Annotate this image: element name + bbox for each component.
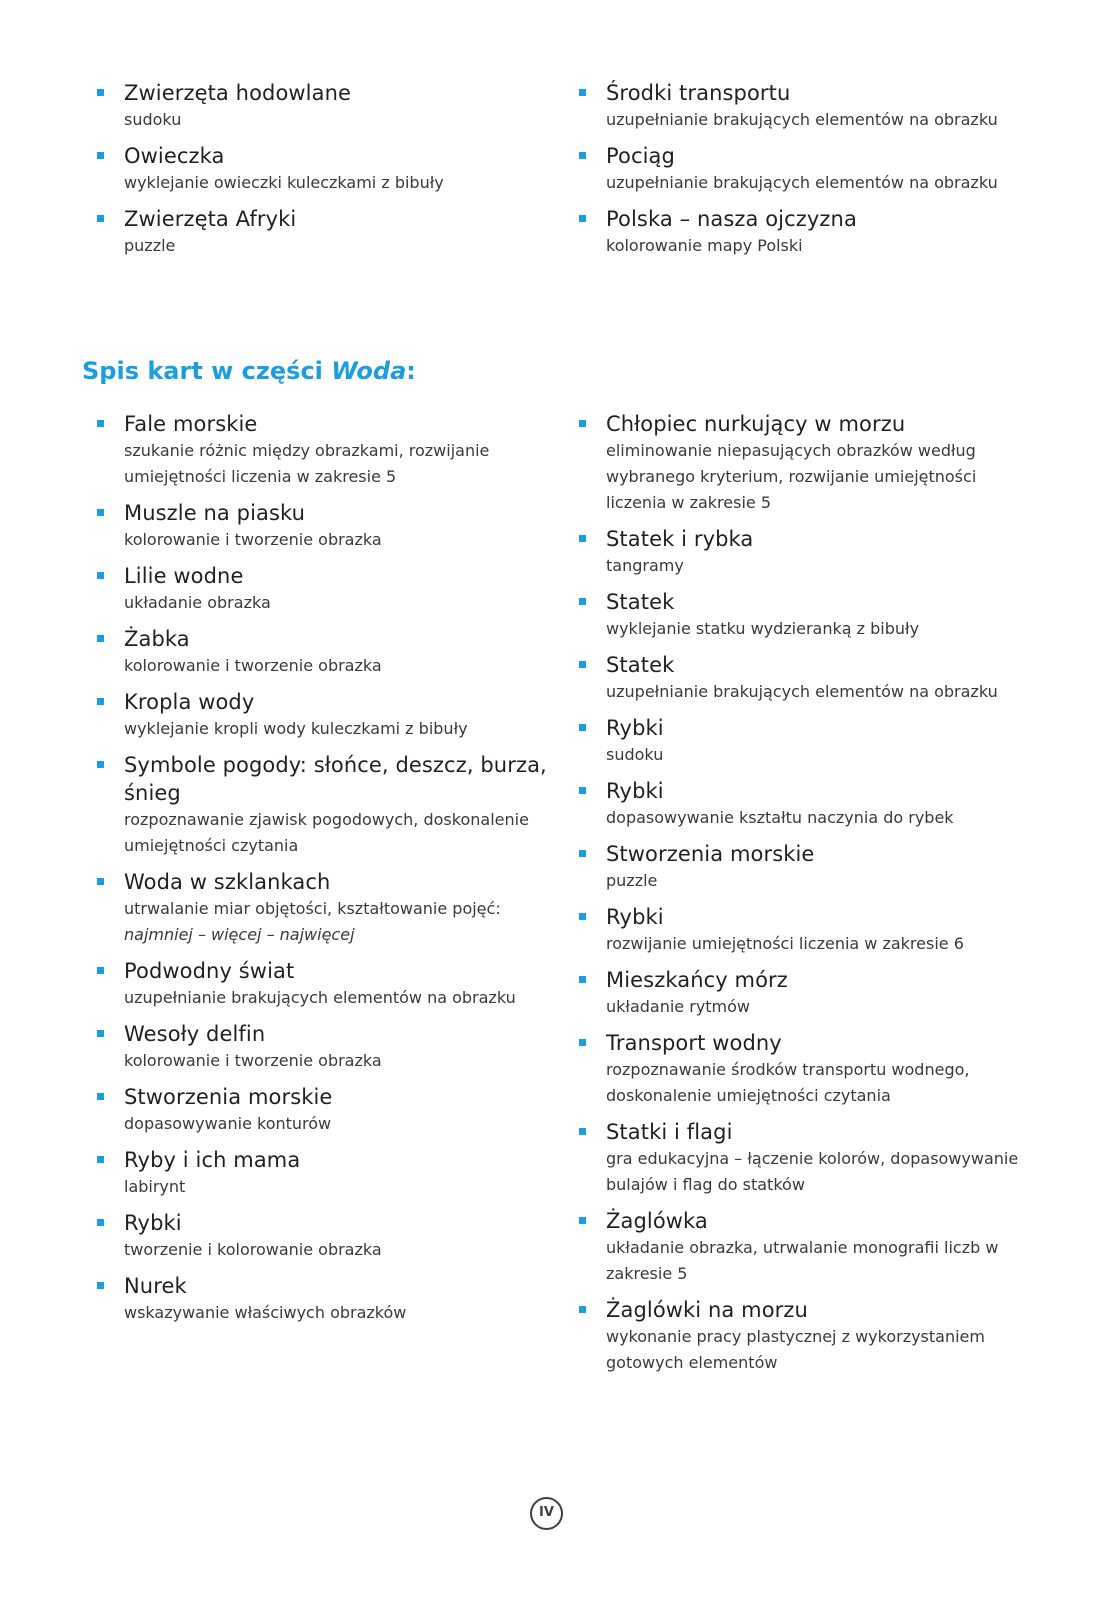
bullet-square-icon xyxy=(97,1219,104,1226)
list-item xyxy=(97,957,547,1011)
item-description: puzzle xyxy=(124,236,176,255)
item-title: Podwodny świat xyxy=(124,959,295,983)
item-title: Fale morskie xyxy=(124,412,258,436)
item-description: dopasowywanie kształtu naczynia do rybek xyxy=(606,808,954,827)
item-title: Woda w szklankach xyxy=(124,870,331,894)
item-title: Żaglówki na morzu xyxy=(606,1298,808,1322)
item-description: wskazywanie właściwych obrazków xyxy=(124,1303,407,1322)
item-description: układanie obrazka xyxy=(124,593,271,612)
list-item xyxy=(579,142,1024,196)
bullet-square-icon xyxy=(97,1282,104,1289)
item-title: Żaglówka xyxy=(606,1209,708,1233)
list-item xyxy=(97,79,547,133)
bullet-square-icon xyxy=(579,661,586,668)
bullet-square-icon xyxy=(579,976,586,983)
item-description: puzzle xyxy=(606,871,658,890)
item-description: uzupełnianie brakujących elementów na obrazku xyxy=(124,988,516,1007)
bullet-square-icon xyxy=(97,420,104,427)
item-title: Pociąg xyxy=(606,144,675,168)
water-right-list xyxy=(579,410,1024,1385)
item-title: Rybki xyxy=(606,905,664,929)
item-description: wyklejanie kropli wody kuleczkami z bibuły xyxy=(124,719,468,738)
item-title: Transport wodny xyxy=(606,1031,782,1055)
bullet-square-icon xyxy=(97,572,104,579)
list-item xyxy=(579,966,1024,1020)
item-description: układanie obrazka, utrwalanie monografii liczb w zakresie 5 xyxy=(606,1238,999,1283)
list-item xyxy=(579,903,1024,957)
item-title: Lilie wodne xyxy=(124,564,244,588)
item-title: Ryby i ich mama xyxy=(124,1148,301,1172)
item-description: tangramy xyxy=(606,556,684,575)
list-item xyxy=(579,588,1024,642)
list-item xyxy=(579,777,1024,831)
item-description-italic: najmniej – więcej – najwięcej xyxy=(124,925,355,944)
bullet-square-icon xyxy=(579,420,586,427)
bullet-square-icon xyxy=(579,152,586,159)
item-description: dopasowywanie konturów xyxy=(124,1114,332,1133)
bullet-square-icon xyxy=(97,1156,104,1163)
list-item xyxy=(579,1207,1024,1287)
list-item xyxy=(579,1118,1024,1198)
list-item xyxy=(579,1296,1024,1376)
item-description: tworzenie i kolorowanie obrazka xyxy=(124,1240,382,1259)
list-item xyxy=(97,1146,547,1200)
water-left-list xyxy=(97,410,547,1335)
bullet-square-icon xyxy=(97,967,104,974)
item-title: Stworzenia morskie xyxy=(606,842,815,866)
item-title: Rybki xyxy=(606,779,664,803)
bullet-square-icon xyxy=(579,724,586,731)
bullet-square-icon xyxy=(579,787,586,794)
section-heading-italic: Woda xyxy=(331,357,407,385)
bullet-square-icon xyxy=(579,215,586,222)
item-description: gra edukacyjna – łączenie kolorów, dopasowywanie bulajów i flag do statków xyxy=(606,1149,1019,1194)
list-item xyxy=(579,410,1024,516)
bullet-square-icon xyxy=(97,152,104,159)
bullet-square-icon xyxy=(579,1128,586,1135)
item-title: Statek xyxy=(606,590,675,614)
bullet-square-icon xyxy=(97,1030,104,1037)
bullet-square-icon xyxy=(97,878,104,885)
section-heading-suffix: : xyxy=(406,357,416,385)
item-description: wykonanie pracy plastycznej z wykorzystaniem gotowych elementów xyxy=(606,1327,985,1372)
list-item xyxy=(97,562,547,616)
item-description: kolorowanie i tworzenie obrazka xyxy=(124,1051,382,1070)
list-item xyxy=(579,840,1024,894)
list-item xyxy=(97,868,547,948)
bullet-square-icon xyxy=(97,89,104,96)
section-heading xyxy=(82,354,416,388)
item-title: Muszle na piasku xyxy=(124,501,306,525)
list-item xyxy=(579,1029,1024,1109)
bullet-square-icon xyxy=(97,215,104,222)
item-title: Stworzenia morskie xyxy=(124,1085,333,1109)
list-item xyxy=(97,1083,547,1137)
list-item xyxy=(97,205,547,259)
item-description: sudoku xyxy=(124,110,182,129)
item-description: uzupełnianie brakujących elementów na obrazku xyxy=(606,173,998,192)
list-item xyxy=(579,79,1024,133)
list-item xyxy=(97,410,547,490)
item-description: utrwalanie miar objętości, kształtowanie pojęć: xyxy=(124,899,501,918)
item-description: wyklejanie statku wydzieranką z bibuły xyxy=(606,619,920,638)
item-title: Żabka xyxy=(124,627,190,651)
bullet-square-icon xyxy=(97,698,104,705)
list-item xyxy=(579,205,1024,259)
list-item xyxy=(97,625,547,679)
list-item xyxy=(97,1272,547,1326)
bullet-square-icon xyxy=(97,761,104,768)
item-title: Statki i flagi xyxy=(606,1120,733,1144)
item-title: Wesoły delfin xyxy=(124,1022,266,1046)
bullet-square-icon xyxy=(579,598,586,605)
bullet-square-icon xyxy=(97,1093,104,1100)
item-title: Chłopiec nurkujący w morzu xyxy=(606,412,906,436)
item-description: eliminowanie niepasujących obrazków według wybranego kryterium, rozwijanie umiejętności liczenia w zakresie 5 xyxy=(606,441,977,512)
item-title: Owieczka xyxy=(124,144,225,168)
item-description: szukanie różnic między obrazkami, rozwijanie umiejętności liczenia w zakresie 5 xyxy=(124,441,490,486)
item-title: Mieszkańcy mórz xyxy=(606,968,788,992)
list-item xyxy=(97,751,547,859)
item-title: Nurek xyxy=(124,1274,187,1298)
item-title: Statek xyxy=(606,653,675,677)
bullet-square-icon xyxy=(97,509,104,516)
list-item xyxy=(97,1020,547,1074)
item-title: Rybki xyxy=(606,716,664,740)
list-item xyxy=(579,525,1024,579)
bullet-square-icon xyxy=(579,89,586,96)
page-number: IV xyxy=(530,1497,563,1530)
item-description: uzupełnianie brakujących elementów na obrazku xyxy=(606,110,998,129)
list-item xyxy=(97,688,547,742)
bullet-square-icon xyxy=(579,1306,586,1313)
item-description: układanie rytmów xyxy=(606,997,751,1016)
item-title: Zwierzęta hodowlane xyxy=(124,81,352,105)
item-title: Rybki xyxy=(124,1211,182,1235)
item-title: Zwierzęta Afryki xyxy=(124,207,297,231)
item-description: kolorowanie i tworzenie obrazka xyxy=(124,530,382,549)
item-description: wyklejanie owieczki kuleczkami z bibuły xyxy=(124,173,444,192)
item-title: Symbole pogody: słońce, deszcz, burza, śnieg xyxy=(124,753,547,805)
bullet-square-icon xyxy=(579,850,586,857)
bullet-square-icon xyxy=(579,1217,586,1224)
list-item xyxy=(97,142,547,196)
list-item xyxy=(97,499,547,553)
item-description: rozpoznawanie zjawisk pogodowych, doskonalenie umiejętności czytania xyxy=(124,810,529,855)
item-description: labirynt xyxy=(124,1177,186,1196)
list-item xyxy=(97,1209,547,1263)
top-left-list xyxy=(97,79,547,268)
item-title: Statek i rybka xyxy=(606,527,754,551)
item-title: Polska – nasza ojczyzna xyxy=(606,207,857,231)
item-description: rozpoznawanie środków transportu wodnego, doskonalenie umiejętności czytania xyxy=(606,1060,970,1105)
item-title: Kropla wody xyxy=(124,690,255,714)
item-description: rozwijanie umiejętności liczenia w zakresie 6 xyxy=(606,934,964,953)
bullet-square-icon xyxy=(579,1039,586,1046)
item-description: uzupełnianie brakujących elementów na obrazku xyxy=(606,682,998,701)
item-title: Środki transportu xyxy=(606,81,791,105)
bullet-square-icon xyxy=(579,913,586,920)
item-description: sudoku xyxy=(606,745,664,764)
item-description: kolorowanie i tworzenie obrazka xyxy=(124,656,382,675)
list-item xyxy=(579,714,1024,768)
bullet-square-icon xyxy=(97,635,104,642)
list-item xyxy=(579,651,1024,705)
top-right-list xyxy=(579,79,1024,268)
bullet-square-icon xyxy=(579,535,586,542)
item-description: kolorowanie mapy Polski xyxy=(606,236,803,255)
section-heading-prefix: Spis kart w części xyxy=(82,357,332,385)
